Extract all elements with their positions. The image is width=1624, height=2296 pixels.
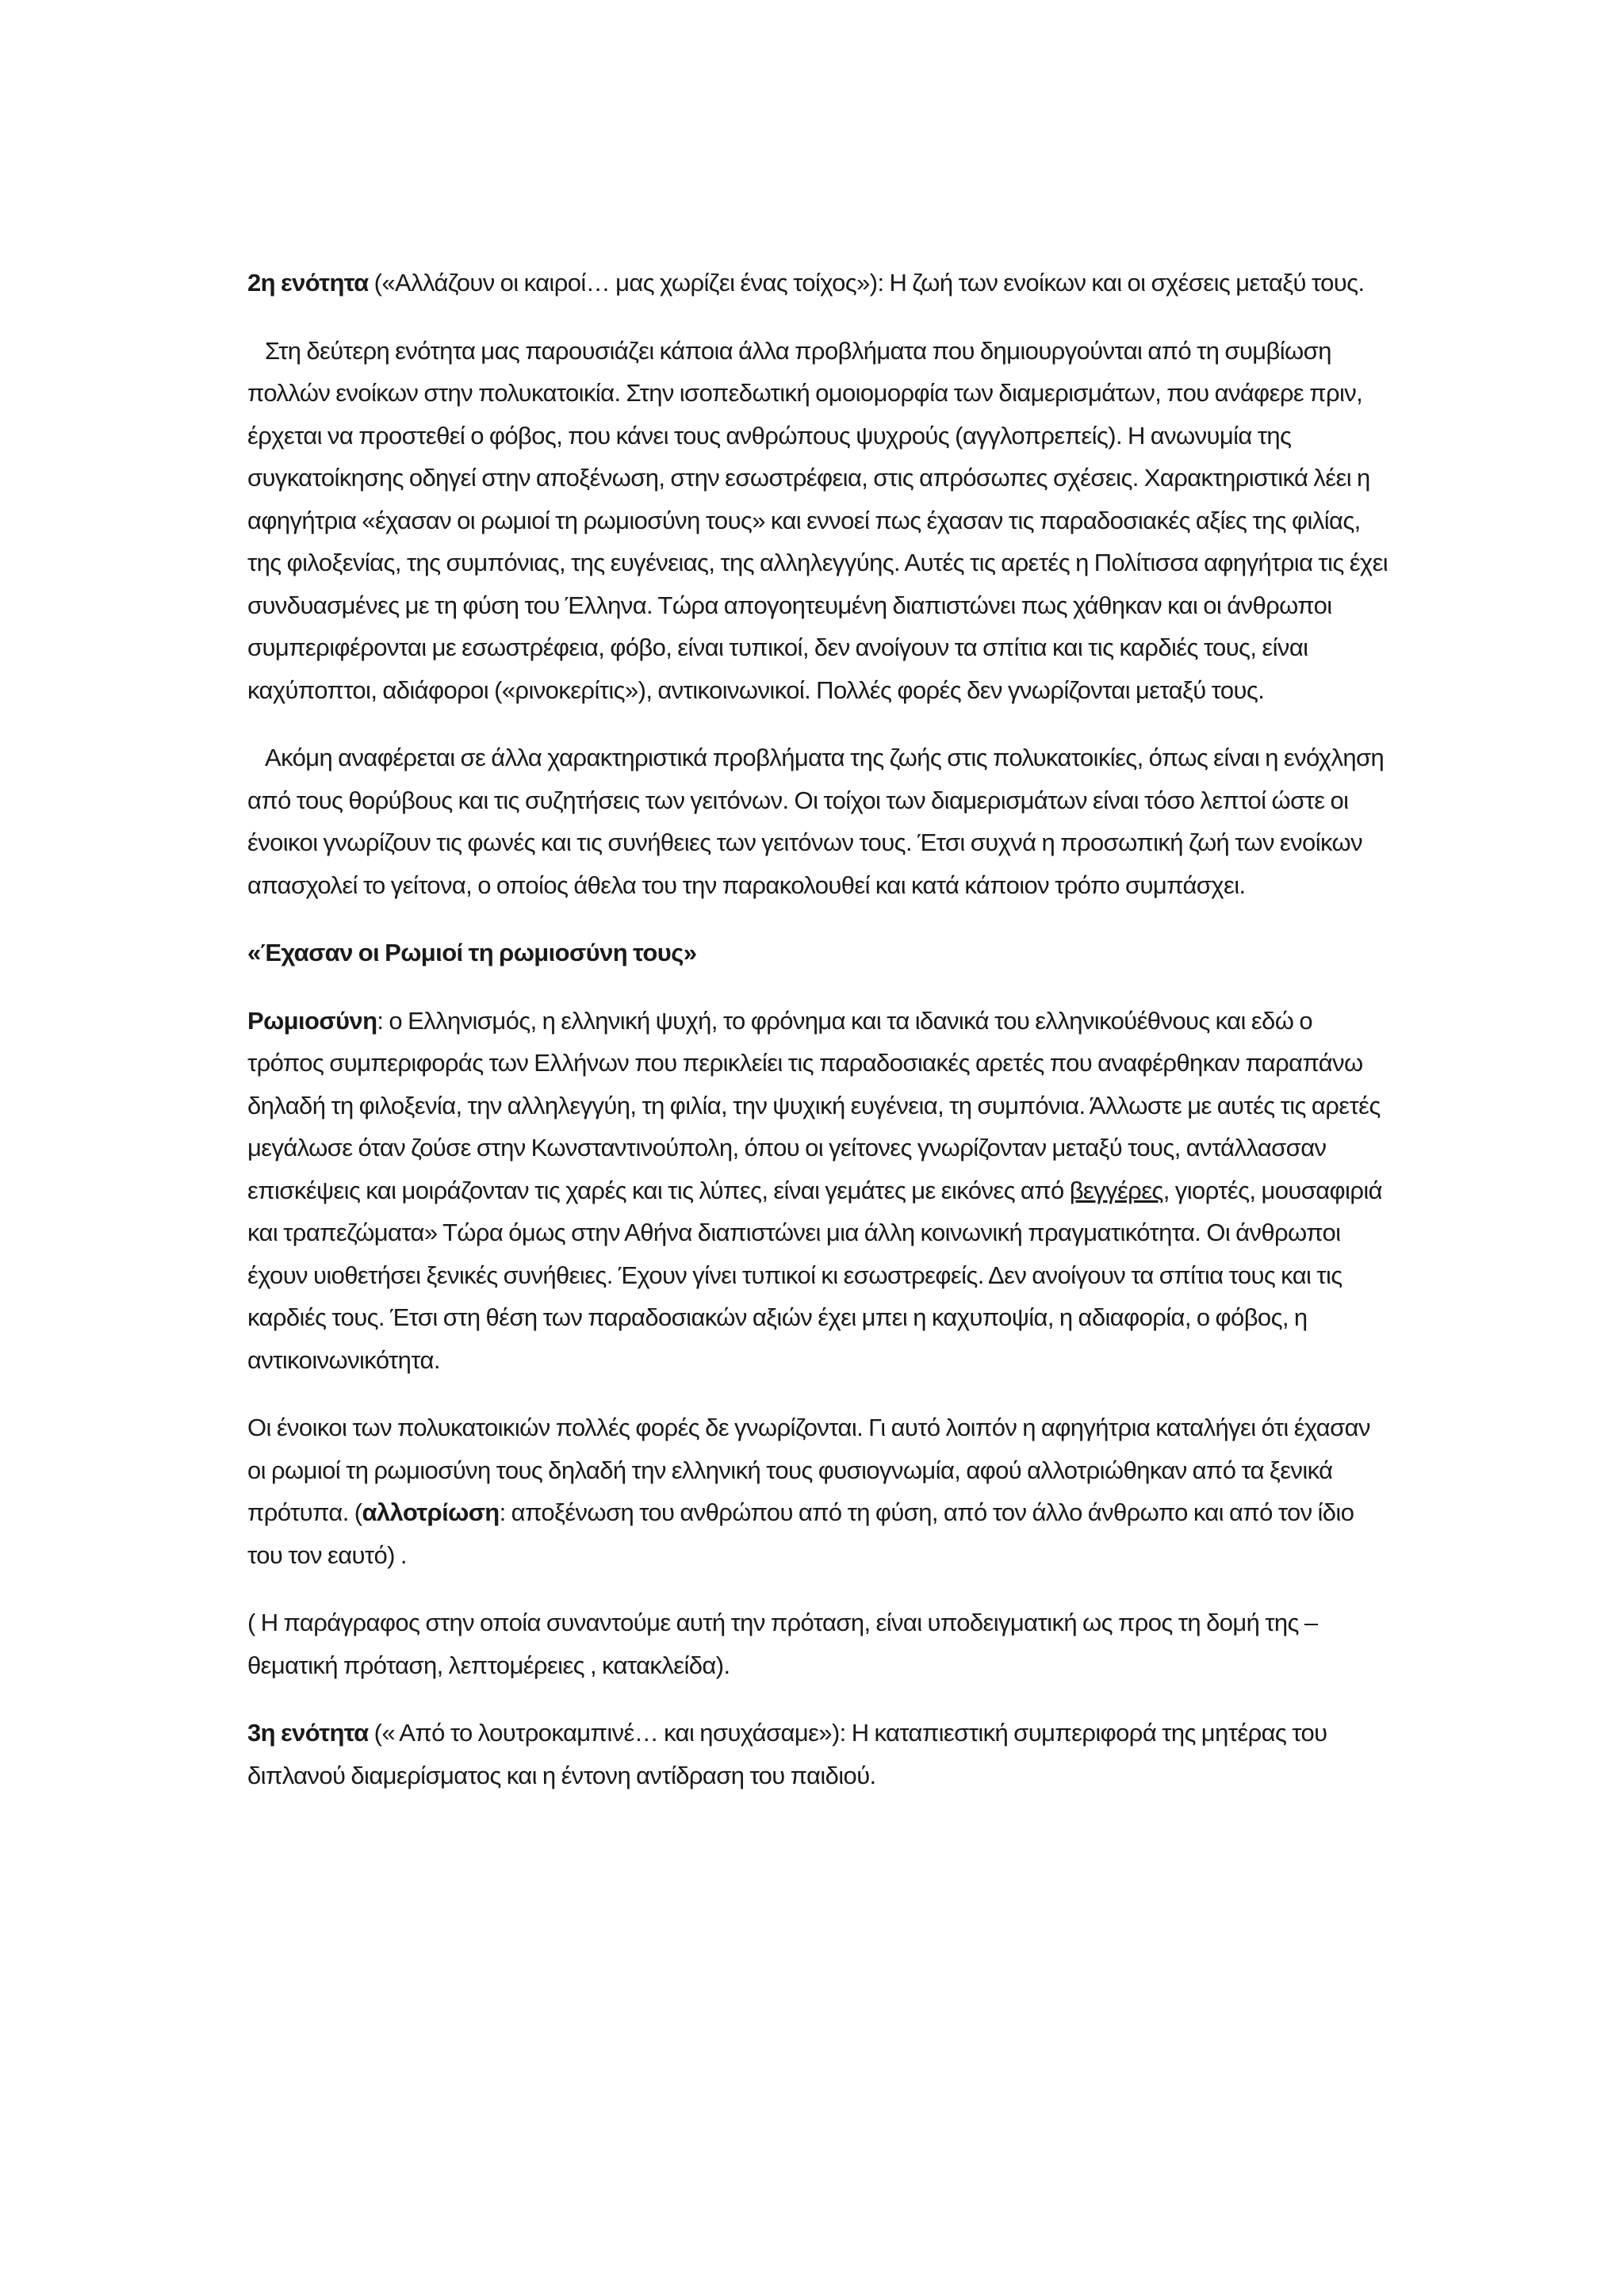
paragraph-4-text-a: Οι ένοικοι των πολυκατοικιών πολλές φορές δε γνωρίζονται. Γι αυτό λοιπόν η αφηγήτρια καταλήγει ότι έχασαν οι ρωμιοί τη ρωμιοσύνη τους δηλαδή την ελληνική τους φυσιογνωμία, αφού αλλοτριώθηκαν από τα ξενικά πρότυπα. ( xyxy=(247,1414,1370,1526)
paragraph-3-text-b: γιορτές, μουσαφιριά και τραπεζώματα» Τώρα όμως στην Αθήνα διαπιστώνει μια άλλη κοινωνική πραγματικότητα. Οι άνθρωποι έχουν υιοθετήσει ξενικές συνήθειες. Έχουν γίνει τυπικοί κι εσωστρεφείς. Δεν ανοίγουν τα σπίτια τους και τις καρδιές τους. Έτσι στη θέση των παραδοσιακών αξιών έχει μπει η καχυποψία, η αδιαφορία, ο φόβος, η αντικοινωνικότητα. xyxy=(247,1176,1382,1374)
section-3-heading xyxy=(247,1712,1389,1797)
section-2-label: 2η ενότητα xyxy=(247,269,369,297)
paragraph-3-text-a: : ο Ελληνισμός, η ελληνική ψυχή, το φρόνημα και τα ιδανικά του ελληνικούέθνους και εδώ ο τρόπος συμπεριφοράς των Ελλήνων που περικλείει τις παραδοσιακές αρετές που αναφέρθηκαν παραπάνω δηλαδή τη φιλοξενία, την αλληλεγγύη, τη φιλία, την ψυχική ευγένεια, τη συμπόνια. Άλλωστε με αυτές τις αρετές μεγάλωσε όταν ζούσε στην Κωνσταντινούπολη, όπου οι γείτονες γνωρίζονταν μεταξύ τους, αντάλλασσαν επισκέψεις και μοιράζονταν τις χαρές και τις λύπες, είναι γεμάτες με εικόνες από xyxy=(247,1006,1381,1204)
section-2-heading xyxy=(247,262,1389,304)
underlined-word-veggeres: βεγγέρες, xyxy=(1069,1176,1170,1204)
paragraph-5: ( Η παράγραφος στην οποία συναντούμε αυτή την πρόταση, είναι υποδειγματική ως προς τη δομή της – θεματική πρόταση, λεπτομέρειες , κατακλείδα). xyxy=(247,1609,1318,1679)
term-romiosyni: Ρωμιοσύνη xyxy=(247,1006,377,1035)
paragraph-4 xyxy=(247,1406,1389,1576)
paragraph-2: Ακόμη αναφέρεται σε άλλα χαρακτηριστικά προβλήματα της ζωής στις πολυκατοικίες, όπως είναι η ενόχληση από τους θορύβους και τις συζητήσεις των γειτόνων. Οι τοίχοι των διαμερισμάτων είναι τόσο λεπτοί ώστε οι ένοικοι γνωρίζουν τις φωνές και τις συνήθειες των γειτόνων τους. Έτσι συχνά η προσωπική ζωή των ενοίκων απασχολεί το γείτονα, ο οποίος άθελα του την παρακολουθεί και κατά κάποιον τρόπο συμπάσχει. xyxy=(247,744,1385,899)
section-2-title: («Αλλάζουν οι καιροί… μας χωρίζει ένας τοίχος»): Η ζωή των ενοίκων και οι σχέσεις μεταξύ τους. xyxy=(368,269,1365,297)
section-3-label: 3η ενότητα xyxy=(247,1719,369,1747)
paragraph-1: Στη δεύτερη ενότητα μας παρουσιάζει κάποια άλλα προβλήματα που δημιουργούνται από τη συμβίωση πολλών ενοίκων στην πολυκατοικία. Στην ισοπεδωτική ομοιομορφία των διαμερισμάτων, που ανάφερε πριν, έρχεται να προστεθεί ο φόβος, που κάνει τους ανθρώπους ψυχρούς (αγγλοπρεπείς). Η ανωνυμία της συγκατοίκησης οδηγεί στην αποξένωση, στην εσωστρέφεια, στις απρόσωπες σχέσεις. Χαρακτηριστικά λέει η αφηγήτρια «έχασαν οι ρωμιοί τη ρωμιοσύνη τους» και εννοεί πως έχασαν τις παραδοσιακές αξίες της φιλίας, της φιλοξενίας, της συμπόνιας, της ευγένειας, της αλληλεγγύης. Αυτές τις αρετές η Πολίτισσα αφηγήτρια τις έχει συνδυασμένες με τη φύση του Έλληνα. Τώρα απογοητευμένη διαπιστώνει πως χάθηκαν και οι άνθρωποι συμπεριφέρονται με εσωστρέφεια, φόβο, είναι τυπικοί, δεν ανοίγουν τα σπίτια και τις καρδιές τους, είναι καχύποπτοι, αδιάφοροι («ρινοκερίτις»), αντικοινωνικοί. Πολλές φορές δεν γνωρίζονται μεταξύ τους. xyxy=(247,336,1388,704)
paragraph-3 xyxy=(247,1000,1389,1382)
quote-heading xyxy=(247,932,1389,974)
paragraph-4-text-b: : αποξένωση του ανθρώπου από τη φύση, από τον άλλο άνθρωπο και από τον ίδιο του τον εαυτό) . xyxy=(247,1498,1354,1569)
quote-heading-text: «Έχασαν οι Ρωμιοί τη ρωμιοσύνη τους» xyxy=(247,939,697,966)
term-allotriosi: αλλοτρίωση xyxy=(362,1498,500,1526)
section-3-title: (« Από το λουτροκαμπινέ… και ησυχάσαμε»): Η καταπιεστική συμπεριφορά της μητέρας του διπλανού διαμερίσματος και η έντονη αντίδραση του παιδιού. xyxy=(247,1719,1327,1789)
document-page xyxy=(247,262,1389,1822)
